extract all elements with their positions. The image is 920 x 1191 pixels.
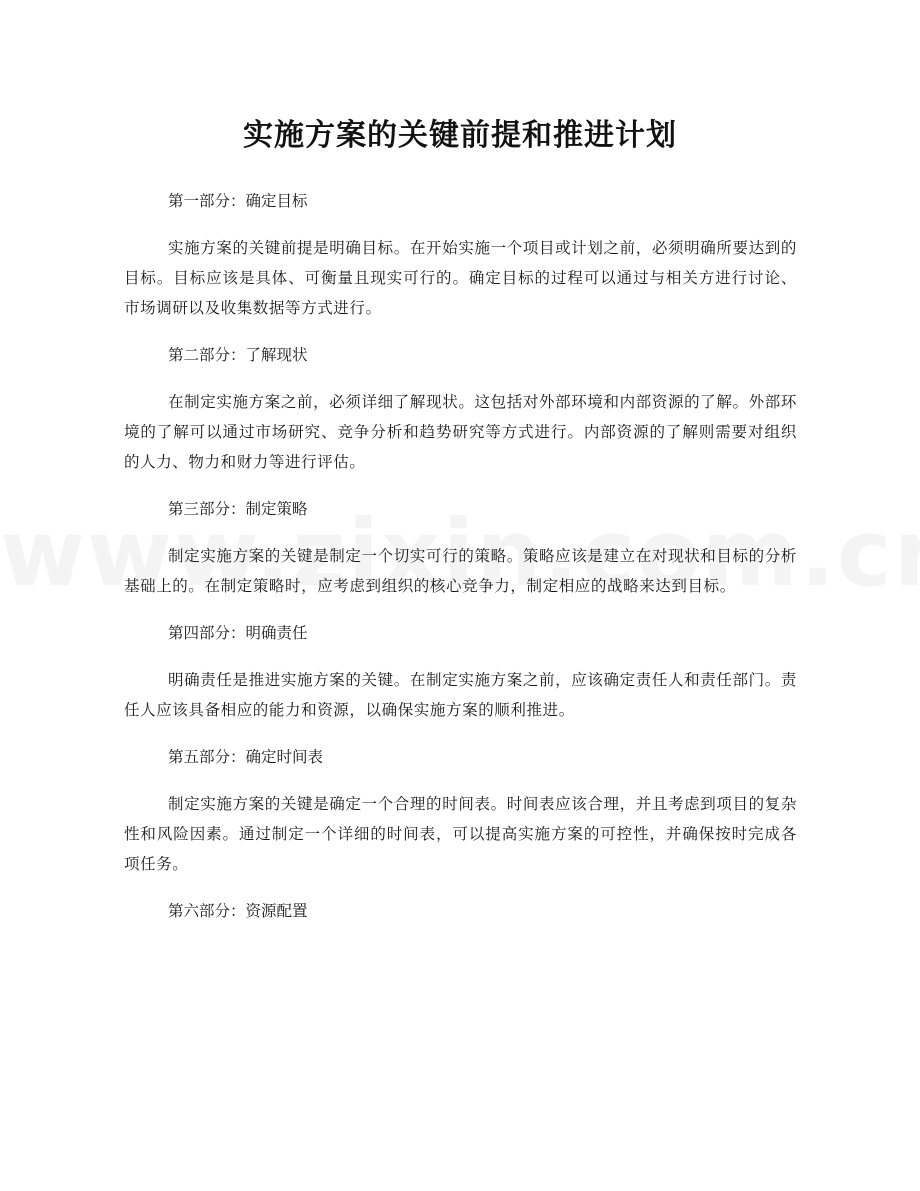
section-heading: 第二部分：了解现状: [168, 346, 308, 364]
section-paragraph: 明确责任是推进实施方案的关键。在制定实施方案之前，应该确定责任人和责任部门。责任人应该具备相应的能力和资源，以确保实施方案的顺利推进。: [124, 671, 797, 719]
section-heading: 第六部分：资源配置: [168, 902, 308, 920]
section-paragraph: 在制定实施方案之前，必须详细了解现状。这包括对外部环境和内部资源的了解。外部环境的了解可以通过市场研究、竞争分析和趋势研究等方式进行。内部资源的了解则需要对组织的人力、物力和财力等进行评估。: [124, 393, 797, 471]
section-heading: 第三部分：制定策略: [168, 500, 308, 518]
section-paragraph: 制定实施方案的关键是确定一个合理的时间表。时间表应该合理，并且考虑到项目的复杂性和风险因素。通过制定一个详细的时间表，可以提高实施方案的可控性，并确保按时完成各项任务。: [124, 795, 797, 873]
section-heading: 第四部分：明确责任: [168, 624, 308, 642]
section-heading: 第一部分：确定目标: [168, 192, 308, 210]
section-heading: 第五部分：确定时间表: [168, 748, 324, 766]
page-title: 实施方案的关键前提和推进计划: [243, 118, 677, 153]
section-paragraph: 制定实施方案的关键是制定一个切实可行的策略。策略应该是建立在对现状和目标的分析基础上的。在制定策略时，应考虑到组织的核心竞争力，制定相应的战略来达到目标。: [124, 547, 797, 595]
section-paragraph: 实施方案的关键前提是明确目标。在开始实施一个项目或计划之前，必须明确所要达到的目标。目标应该是具体、可衡量且现实可行的。确定目标的过程可以通过与相关方进行讨论、市场调研以及收集数据等方式进行。: [124, 239, 797, 317]
document-body: [124, 186, 797, 943]
